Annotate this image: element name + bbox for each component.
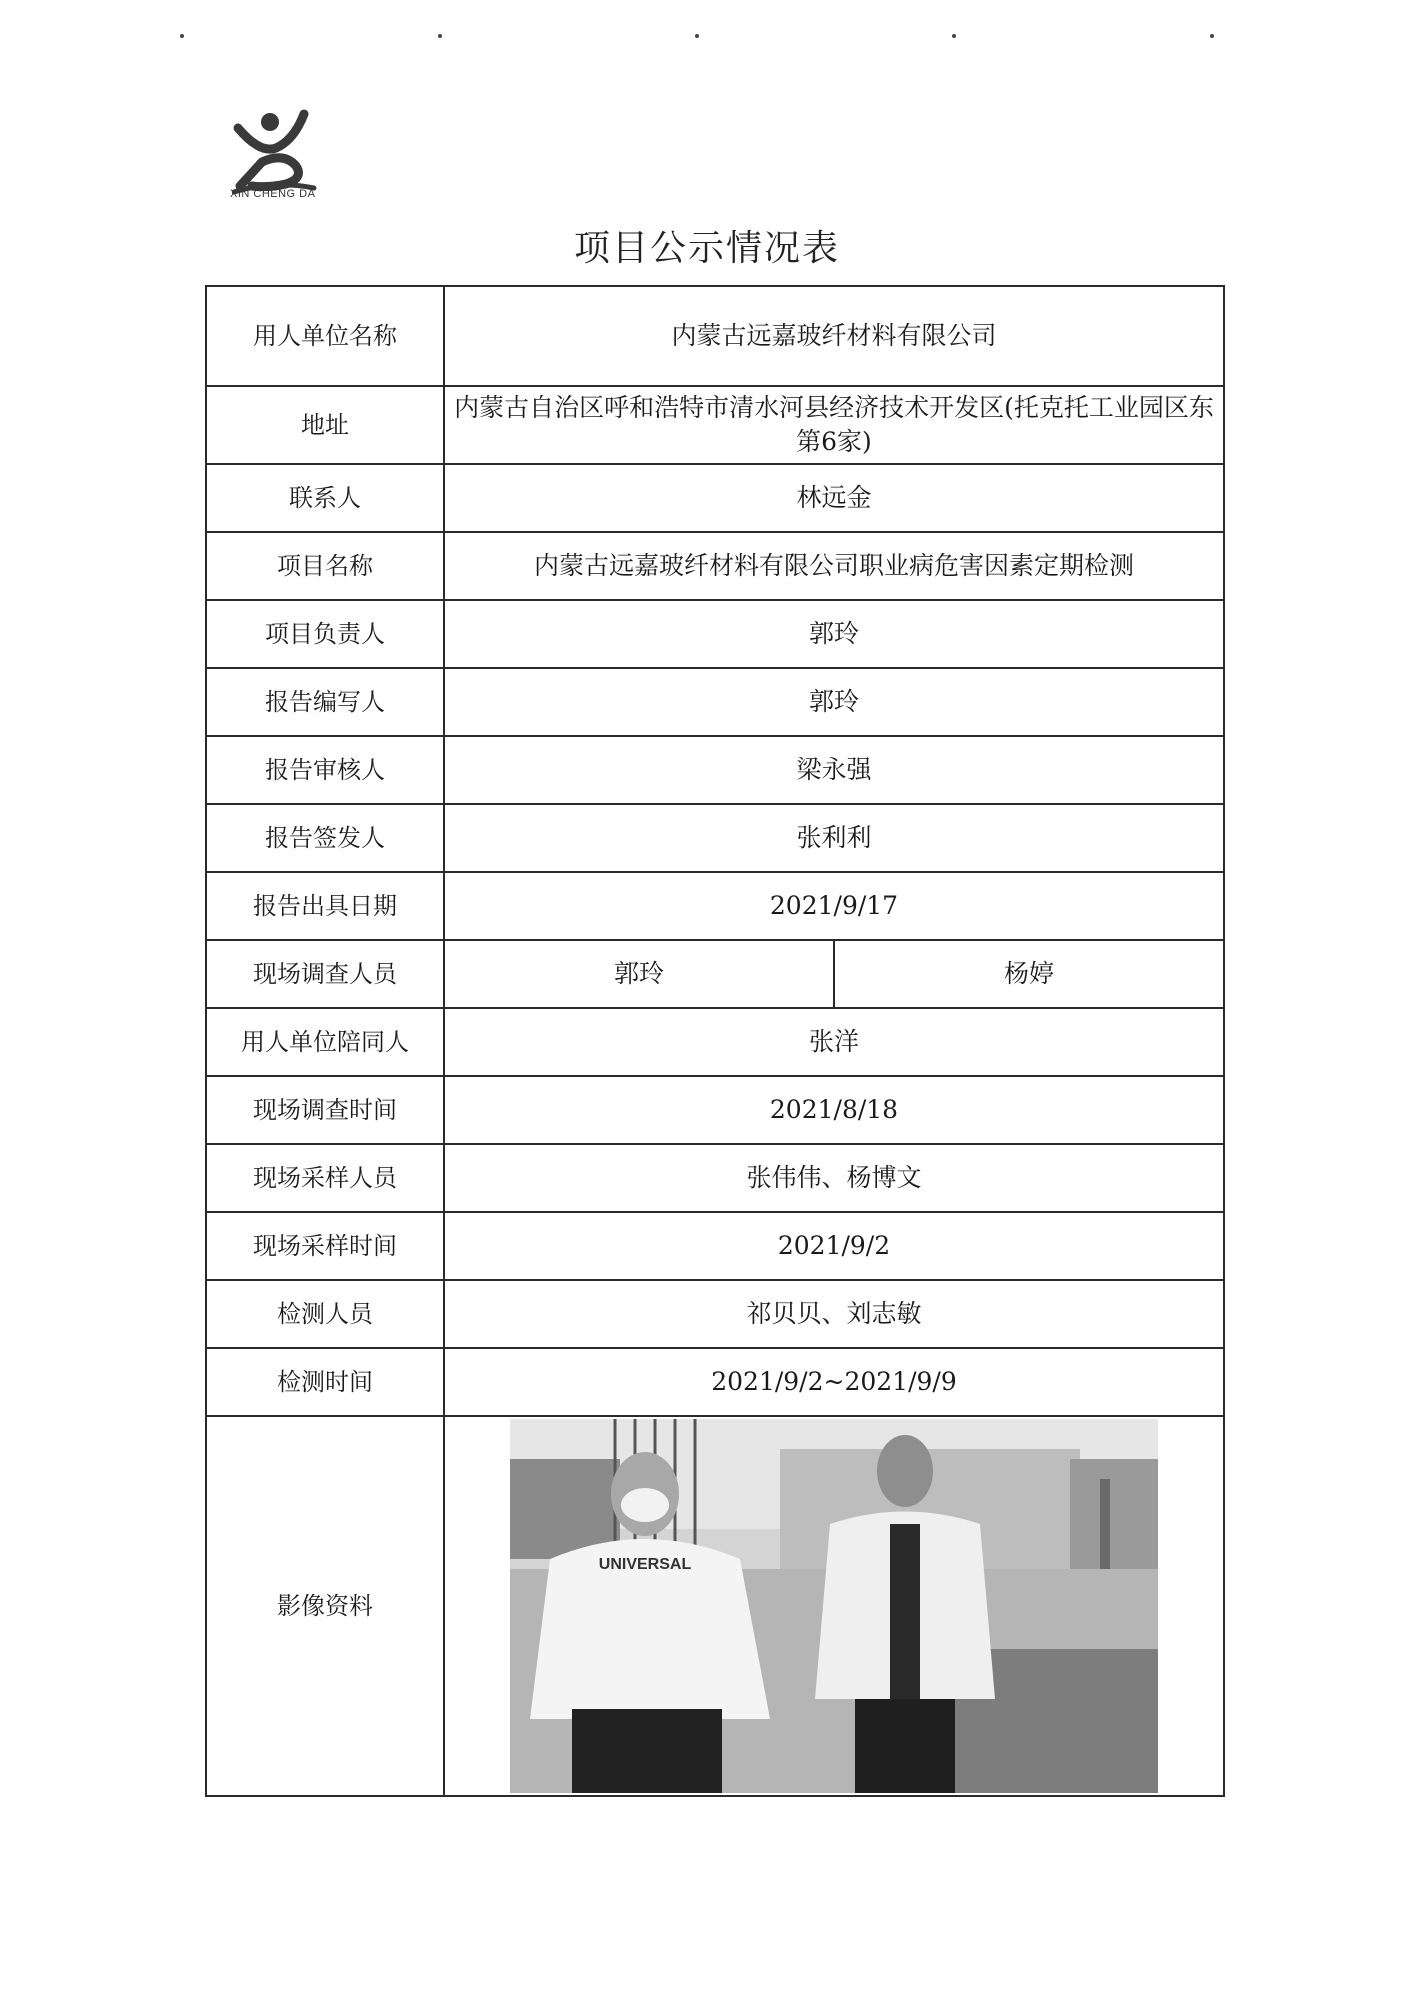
table-row [206,386,1224,464]
survey-staff-value-2: 杨婷 [834,940,1224,1008]
sampling-staff-label: 现场采样人员 [206,1144,444,1212]
employer-value: 内蒙古远嘉玻纤材料有限公司 [444,286,1224,386]
table-row [206,940,1224,1008]
table-row [206,804,1224,872]
employer-label: 用人单位名称 [206,286,444,386]
table-row [206,1144,1224,1212]
survey-staff-value-1: 郭玲 [444,940,834,1008]
survey-staff-label: 现场调查人员 [206,940,444,1008]
images-cell [444,1416,1224,1796]
scan-dot [695,34,699,38]
escort-value: 张洋 [444,1008,1224,1076]
shirt-text: UNIVERSAL [598,1556,692,1573]
project-lead-value: 郭玲 [444,600,1224,668]
report-issuer-label: 报告签发人 [206,804,444,872]
project-name-value: 内蒙古远嘉玻纤材料有限公司职业病危害因素定期检测 [444,532,1224,600]
scan-dot [180,34,184,38]
sampling-time-label: 现场采样时间 [206,1212,444,1280]
address-label: 地址 [206,386,444,464]
report-writer-value: 郭玲 [444,668,1224,736]
images-label: 影像资料 [206,1416,444,1796]
contact-label: 联系人 [206,464,444,532]
issue-date-label: 报告出具日期 [206,872,444,940]
report-reviewer-value: 梁永强 [444,736,1224,804]
table-row [206,736,1224,804]
contact-value: 林远金 [444,464,1224,532]
table-row [206,1008,1224,1076]
table-row [206,872,1224,940]
sampling-time-value: 2021/9/2 [444,1212,1224,1280]
issue-date-value: 2021/9/17 [444,872,1224,940]
table-row [206,1076,1224,1144]
survey-time-value: 2021/8/18 [444,1076,1224,1144]
table-row [206,286,1224,386]
survey-time-label: 现场调查时间 [206,1076,444,1144]
report-writer-label: 报告编写人 [206,668,444,736]
table-row [206,668,1224,736]
site-photo [510,1419,1158,1793]
logo-text: XIN CHENG DA [230,188,316,200]
test-staff-label: 检测人员 [206,1280,444,1348]
table-row [206,532,1224,600]
test-time-label: 检测时间 [206,1348,444,1416]
report-issuer-value: 张利利 [444,804,1224,872]
escort-label: 用人单位陪同人 [206,1008,444,1076]
test-time-value: 2021/9/2~2021/9/9 [444,1348,1224,1416]
report-reviewer-label: 报告审核人 [206,736,444,804]
scan-dot [952,34,956,38]
sampling-staff-value: 张伟伟、杨博文 [444,1144,1224,1212]
table-row [206,600,1224,668]
test-staff-value: 祁贝贝、刘志敏 [444,1280,1224,1348]
address-value: 内蒙古自治区呼和浩特市清水河县经济技术开发区(托克托工业园区东第6家) [444,386,1224,464]
page-title: 项目公示情况表 [573,228,840,269]
table-row [206,464,1224,532]
project-name-label: 项目名称 [206,532,444,600]
scan-dot [1210,34,1214,38]
project-lead-label: 项目负责人 [206,600,444,668]
table-row [206,1416,1224,1796]
table-row [206,1212,1224,1280]
scan-dot [438,34,442,38]
table-row [206,1280,1224,1348]
table-row [206,1348,1224,1416]
project-table [205,285,1225,1797]
